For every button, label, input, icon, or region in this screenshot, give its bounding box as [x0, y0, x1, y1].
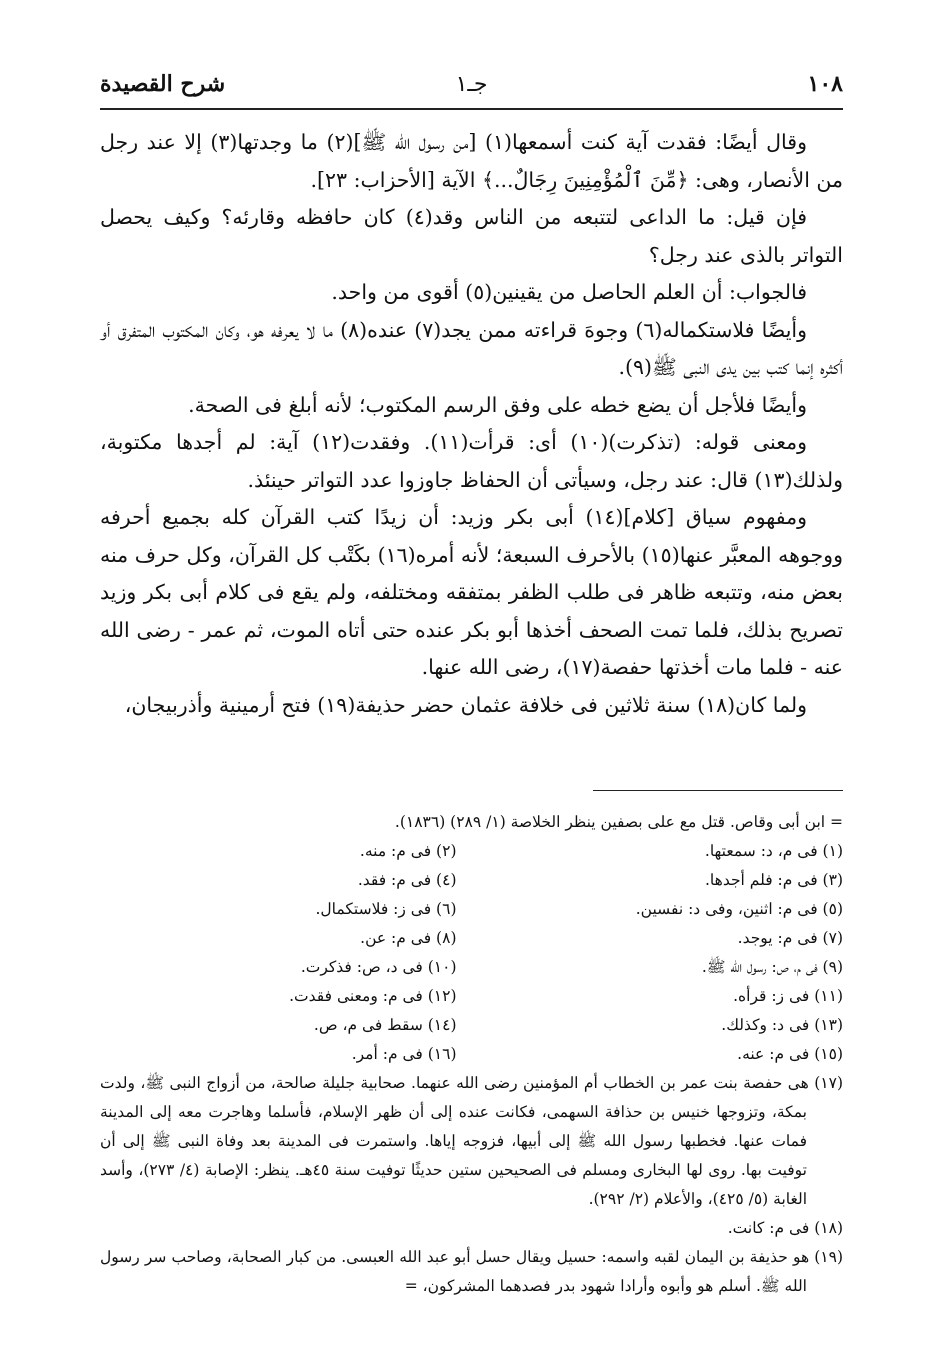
footnote-19: (١٩) هو حذيفة بن اليمان لقبه واسمه: حسيل ويقال حسل أبو عبد الله العبسى. من كبار الصحابة، وصاحب سر رسول الله ﷺ. أسلم هو وأبوه وأرادا شهود بدر فصدهما المشركون، = [100, 1248, 843, 1295]
footnote: (٩) فى م، ص: رسول الله ﷺ. [701, 958, 843, 976]
footnote: (٤) فى م: فقد. [357, 871, 457, 889]
paragraph: وأيضًا فلاستكماله(٦) وجوهَ قراءته ممن يجد(٧) عنده(٨) ما لا يعرفه هو، وكان المكتوب المتفرق أو أكثره إنما كتب بين يدى النبى ﷺ(٩). [100, 317, 843, 379]
footnotes [100, 808, 843, 1301]
footnote: (١) فى م، د: سمعتها. [704, 842, 843, 860]
paragraph: فالجواب: أن العلم الحاصل من يقينين(٥) أقوى من واحد. [331, 280, 807, 304]
footnote-grid [100, 837, 843, 1069]
footnote-17: (١٧) هى حفصة بنت عمر بن الخطاب أم المؤمنين رضى الله عنهما. صحابية جليلة صالحة، من أزواج النبى ﷺ، ولدت بمكة، وتزوجها خنيس بن حذافة السهمى، فكانت عنده إلى أن ظهر الإسلام، فأسلما وهاجرت معه إلى المدينة فمات عنها. فخطبها رسول الله ﷺ إلى أبيها، فزوجه إياها. واستمرت فى المدينة بعد وفاة النبى ﷺ إلى أن توفيت بها. روى لها البخارى ومسلم فى الصحيحين ستين حديثًا توفيت سنة ٤٥هـ. ينظر: الإصابة (٤/ ٢٧٣)، وأسد الغابة (٥/ ٤٢٥)، والأعلام (٢/ ٢٩٢). [100, 1074, 843, 1208]
main-text [100, 124, 843, 724]
footnote-separator [593, 790, 843, 791]
paragraph: ولما كان(١٨) سنة ثلاثين فى خلافة عثمان حضر حذيفة(١٩) فتح أرمينية وأذربيجان، [124, 692, 807, 717]
footnote: (٦) فى ز: فلاستكمال. [315, 900, 457, 918]
paragraph: ومعنى قوله: (تذكرت)(١٠) أى: قرأت(١١). وفقدت(١٢) آية: لم أجدها مكتوبة، ولذلك(١٣) قال: عند رجل، وسيأتى أن الحفاظ جاوزوا عدد التواتر حينئذ. [100, 430, 843, 492]
footnote: (١١) فى ز: قرأه. [733, 987, 843, 1005]
footnote: (١٤) سقط فى م، ص. [313, 1016, 457, 1034]
footnote-continuation: = ابن أبى وقاص. قتل مع على بصفين ينظر الخلاصة (١/ ٢٨٩) (١٨٣٦). [394, 813, 843, 831]
footnote: (١٥) فى م: عنه. [737, 1045, 843, 1063]
page-number: ١٠٨ [807, 71, 843, 97]
header-rule [100, 108, 843, 110]
footnote: (٢) فى م: منه. [359, 842, 457, 860]
footnote: (١٣) فى د: وكذلك. [721, 1016, 843, 1034]
footnote: (١٠) فى د، ص: فذكرت. [300, 958, 457, 976]
paragraph: ومفهوم سياق [كلام](١٤) أبى بكر وزيد: أن زيدًا كتب القرآن كله بجميع أحرفه ووجوهه المعبَّر عنها(١٥) بالأحرف السبعة؛ لأنه أمره(١٦) بكَتْب كل القرآن، وكل حرف منه بعض منه، وتتبعه ظاهر فى طلب الظفر بمتفقه ومختلفه، ولم يقع فى كلام أبى بكر وزيد تصريح بذلك، فلما تمت الصحف أخذها أبو بكر عنده حتى أتاه الموت، ثم عمر - رضى الله عنه - فلما مات أخذتها حفصة(١٧)، رضى الله عنها. [100, 505, 843, 679]
footnote: (٨) فى م: عن. [360, 929, 457, 947]
volume-label: جـ١ [455, 71, 488, 97]
running-title: شرح القصيدة [100, 71, 226, 97]
footnote: (٧) فى م: يوجد. [737, 929, 843, 947]
footnote: (١٦) فى م: أمر. [351, 1045, 457, 1063]
paragraph: فإن قيل: ما الداعى لتتبعه من الناس وقد(٤) كان حافظه وقارئه؟ وكيف يحصل التواتر بالذى عند رجل؟ [100, 205, 843, 267]
page-header [100, 60, 843, 108]
footnote: (٥) فى م: اثنين، وفى د: نفسين. [635, 900, 843, 918]
paragraph: وقال أيضًا: فقدت آية كنت أسمعها(١) [من رسول الله ﷺ](٢) ما وجدتها(٣) إلا عند رجل من الأنصار، وهى: ﴿مِّنَ ٱلْمُؤْمِنِينَ رِجَالٌ...﴾ الآية [الأحزاب: ٢٣]. [100, 130, 843, 192]
footnote-18: (١٨) فى م: كانت. [727, 1219, 843, 1237]
paragraph: وأيضًا فلأجل أن يضع خطه على وفق الرسم المكتوب؛ لأنه أبلغ فى الصحة. [188, 392, 807, 417]
footnote: (١٢) فى م: ومعنى فقدت. [289, 987, 457, 1005]
footnote: (٣) فى م: فلم أجدها. [705, 871, 843, 889]
